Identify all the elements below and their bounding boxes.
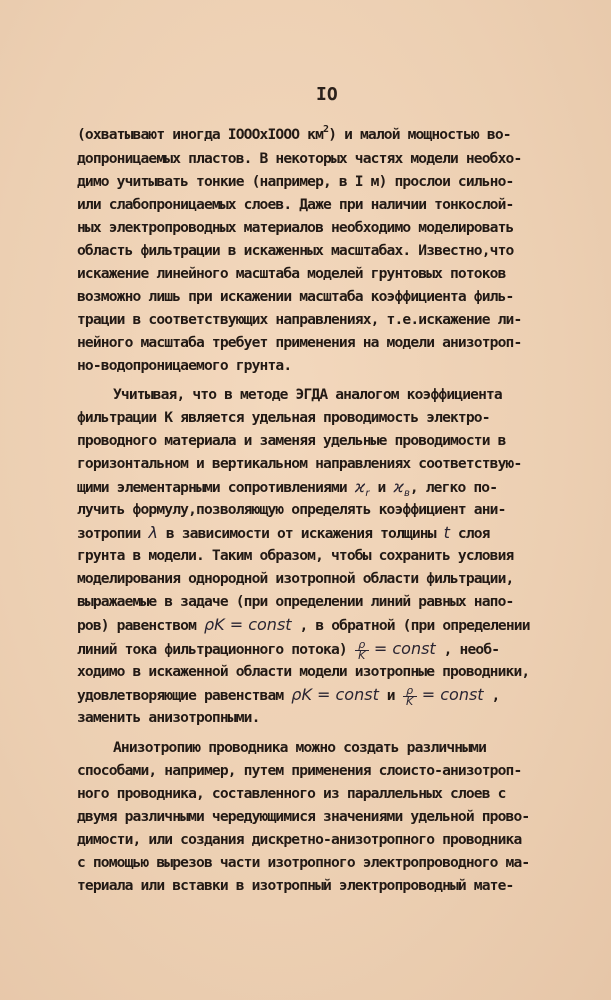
- text-line: выражаемые в задаче (при определении линий равных напо-: [77, 593, 514, 610]
- text-line: ходимо в искаженной области модели изотропные проводники,: [77, 663, 530, 680]
- text-line: зотропии λ в зависимости от искажения толщины t слоя: [77, 523, 490, 542]
- text-line: Учитывая, что в методе ЭГДА аналогом коэффициента: [113, 386, 502, 403]
- text-line: но-водопроницаемого грунта.: [77, 357, 292, 374]
- text-line: допроницаемых пластов. В некоторых частях модели необхо-: [77, 150, 522, 167]
- text-line: двумя различными чередующимися значениями удельной прово-: [77, 808, 530, 825]
- text-line: горизонтальном и вертикальном направлениях соответствую-: [77, 455, 522, 472]
- handwritten-formula: = const: [416, 685, 484, 704]
- text-line: моделирования однородной изотропной области фильтрации,: [77, 570, 514, 587]
- text-line: заменить анизотропными.: [77, 709, 260, 726]
- handwritten-formula: ρK = const: [203, 615, 292, 634]
- handwritten-formula: = const: [368, 639, 436, 658]
- text-line: трации в соответствующих направлениях, т.е.искажение ли-: [77, 311, 522, 328]
- handwritten-symbol: ϰ: [354, 477, 366, 496]
- page-number: IO: [316, 84, 338, 105]
- text-line: димости, или создания дискретно-анизотропного проводника: [77, 831, 522, 848]
- text-line: лучить формулу,позволяющую определять коэффициент ани-: [77, 501, 506, 518]
- text-line: искажение линейного масштаба моделей грунтовых потоков: [77, 265, 506, 282]
- text-line: область фильтрации в искаженных масштабах. Известно,что: [77, 242, 514, 259]
- text-line: возможно лишь при искажении масштаба коэффициента филь-: [77, 288, 514, 305]
- text-line: грунта в модели. Таким образом, чтобы сохранить условия: [77, 547, 514, 564]
- text-line: проводного материала и заменяя удельные проводимости в: [77, 432, 506, 449]
- handwritten-symbol: λ: [148, 523, 158, 542]
- handwritten-fraction: $\frac{\rho}{K}$: [403, 686, 417, 707]
- text-line: Анизотропию проводника можно создать различными: [113, 739, 487, 756]
- handwritten-symbol: ϰ: [393, 477, 404, 496]
- text-line: линий тока фильтрационного потока) $\frac{\rho}{K}$ = const , необ-: [77, 637, 500, 662]
- handwritten-symbol: t: [443, 523, 450, 542]
- text-line: димо учитывать тонкие (например, в I м) прослои сильно-: [77, 173, 514, 190]
- text-line: фильтрации К является удельная проводимость электро-: [77, 409, 490, 426]
- text-line: щими элементарными сопротивлениями $ϰ_r$ и $ϰ_в$, легко по-: [77, 477, 498, 499]
- text-line: удовлетворяющие равенствам ρK = const и $\frac{\rho}{K}$ = const ,: [77, 683, 500, 708]
- text-line: (охватывают иногда IOOOxIOOO $км^2$) и малой мощностью во-: [77, 124, 511, 143]
- text-line: ного проводника, составленного из параллельных слоев с: [77, 785, 506, 802]
- text-line: или слабопроницаемых слоев. Даже при наличии тонкослой-: [77, 196, 514, 213]
- text-line: ров) равенством ρK = const , в обратной (при определении: [77, 615, 530, 634]
- text-line: ных электропроводных материалов необходимо моделировать: [77, 219, 514, 236]
- handwritten-formula: ρK = const: [291, 685, 379, 704]
- text-line: способами, например, путем применения слоисто-анизотроп-: [77, 762, 522, 779]
- handwritten-fraction: $\frac{\rho}{K}$: [355, 640, 369, 661]
- text-line: с помощью вырезов части изотропного электропроводного ма-: [77, 854, 530, 871]
- text-line: териала или вставки в изотропный электропроводный мате-: [77, 877, 514, 894]
- text-line: нейного масштаба требует применения на модели анизотроп-: [77, 334, 522, 351]
